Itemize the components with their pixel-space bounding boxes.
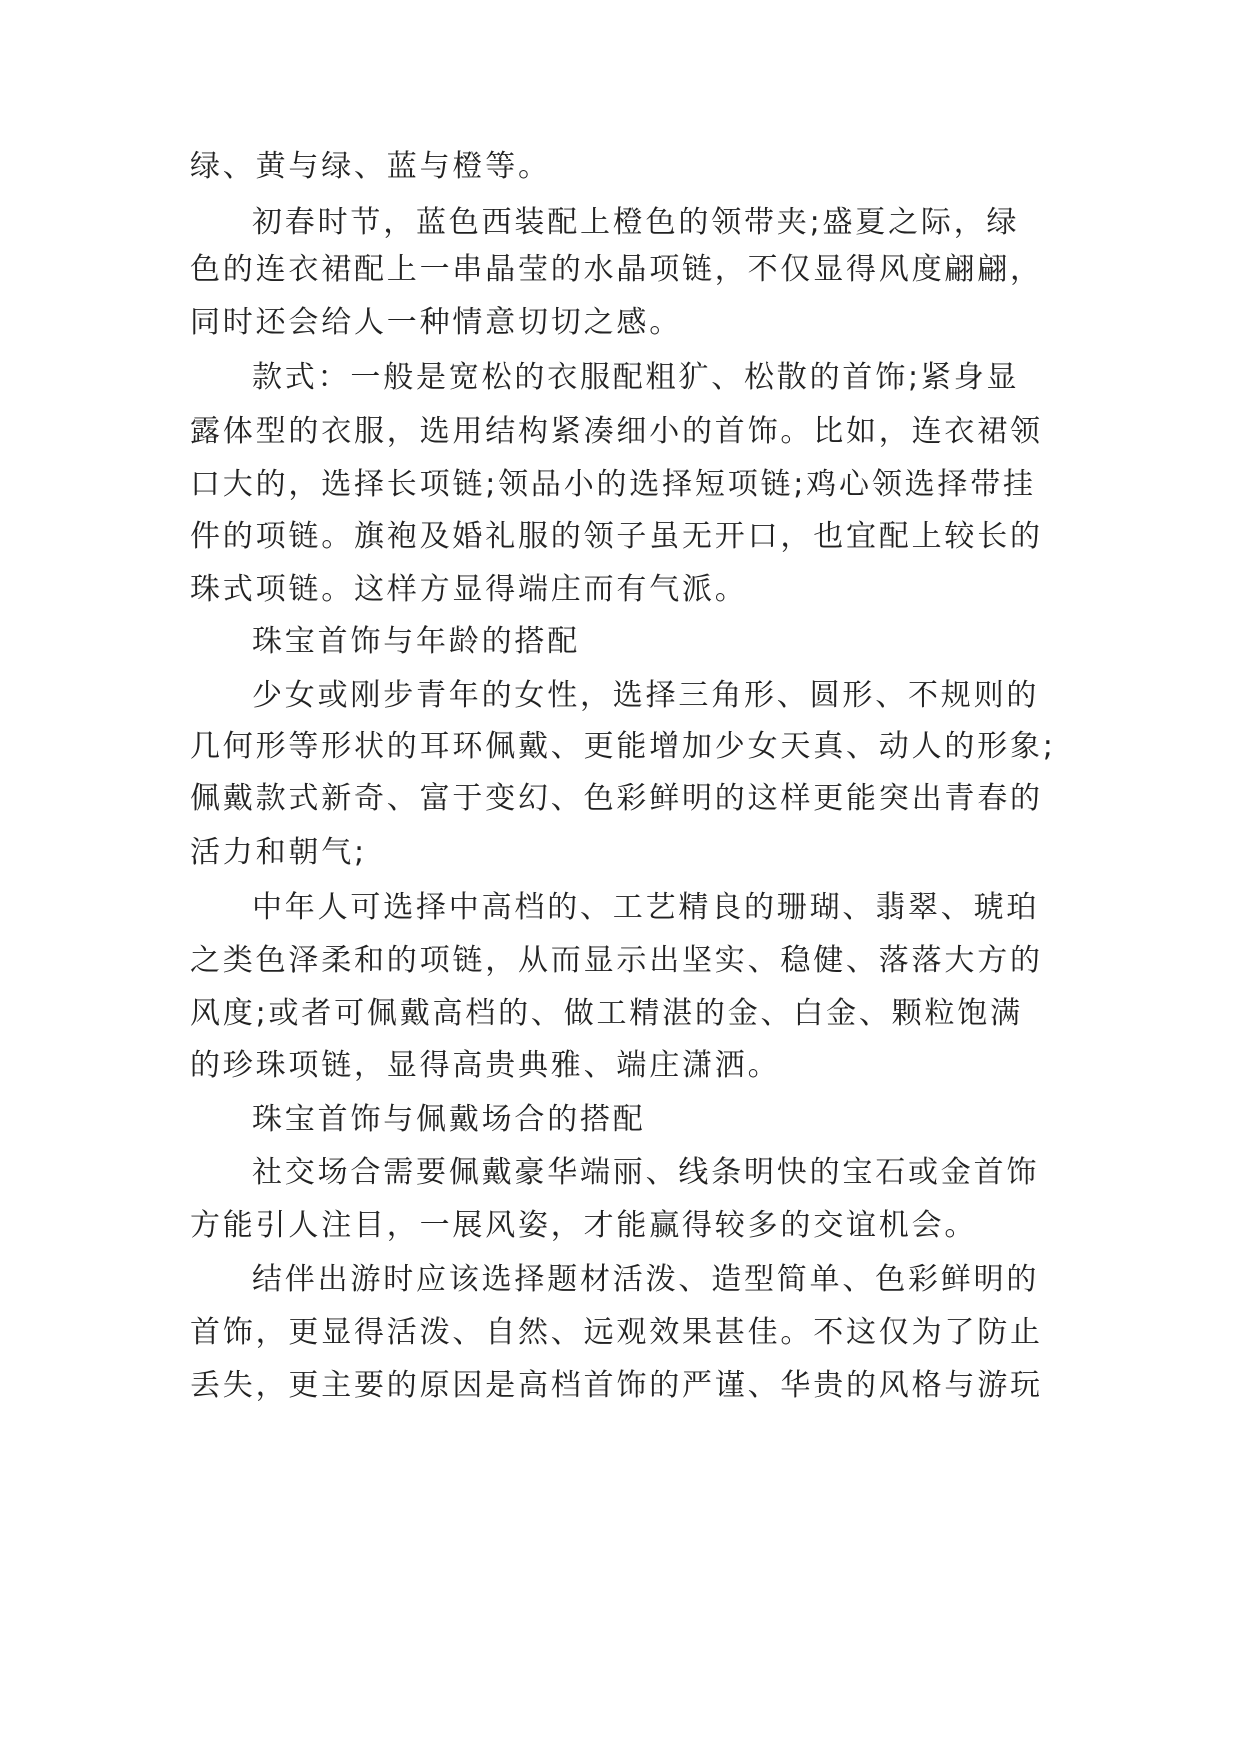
text-line: 的珍珠项链，显得高贵典雅、端庄潇洒。: [190, 1048, 781, 1083]
text-line: 口大的，选择长项链;领品小的选择短项链;鸡心领选择带挂: [190, 467, 1036, 502]
paragraph-first-line: 中年人可选择中高档的、工艺精良的珊瑚、翡翠、琥珀: [252, 890, 1040, 925]
paragraph-first-line: 款式：一般是宽松的衣服配粗犷、松散的首饰;紧身显: [252, 360, 1020, 395]
text-line: 首饰，更显得活泼、自然、远观效果甚佳。不这仅为了防止: [190, 1315, 1043, 1350]
text-line: 珠式项链。这样方显得端庄而有气派。: [190, 572, 748, 607]
text-line: 活力和朝气;: [190, 835, 367, 870]
text-line: 风度;或者可佩戴高档的、做工精湛的金、白金、颗粒饱满: [190, 996, 1023, 1031]
text-line: 露体型的衣服，选用结构紧凑细小的首饰。比如，连衣裙领: [190, 414, 1043, 449]
text-line: 件的项链。旗袍及婚礼服的领子虽无开口，也宜配上较长的: [190, 519, 1043, 554]
text-line: 丢失，更主要的原因是高档首饰的严谨、华贵的风格与游玩: [190, 1368, 1043, 1403]
text-line: 佩戴款式新奇、富于变幻、色彩鲜明的这样更能突出青春的: [190, 781, 1043, 816]
section-heading: 珠宝首饰与佩戴场合的搭配: [252, 1102, 646, 1137]
paragraph-first-line: 初春时节，蓝色西装配上橙色的领带夹;盛夏之际，绿: [252, 205, 1020, 240]
paragraph-first-line: 社交场合需要佩戴豪华端丽、线条明快的宝石或金首饰: [252, 1155, 1040, 1190]
text-line: 之类色泽柔和的项链，从而显示出坚实、稳健、落落大方的: [190, 943, 1043, 978]
text-line: 几何形等形状的耳环佩戴、更能增加少女天真、动人的形象;: [190, 729, 1056, 764]
text-line: 同时还会给人一种情意切切之感。: [190, 305, 682, 340]
text-line: 色的连衣裙配上一串晶莹的水晶项链，不仅显得风度翩翩，: [190, 252, 1043, 287]
text-line: 方能引人注目，一展风姿，才能赢得较多的交谊机会。: [190, 1208, 978, 1243]
paragraph-first-line: 少女或刚步青年的女性，选择三角形、圆形、不规则的: [252, 678, 1040, 713]
paragraph-first-line: 结伴出游时应该选择题材活泼、造型简单、色彩鲜明的: [252, 1262, 1040, 1297]
section-heading: 珠宝首饰与年龄的搭配: [252, 624, 580, 659]
text-line: 绿、黄与绿、蓝与橙等。: [190, 149, 551, 184]
